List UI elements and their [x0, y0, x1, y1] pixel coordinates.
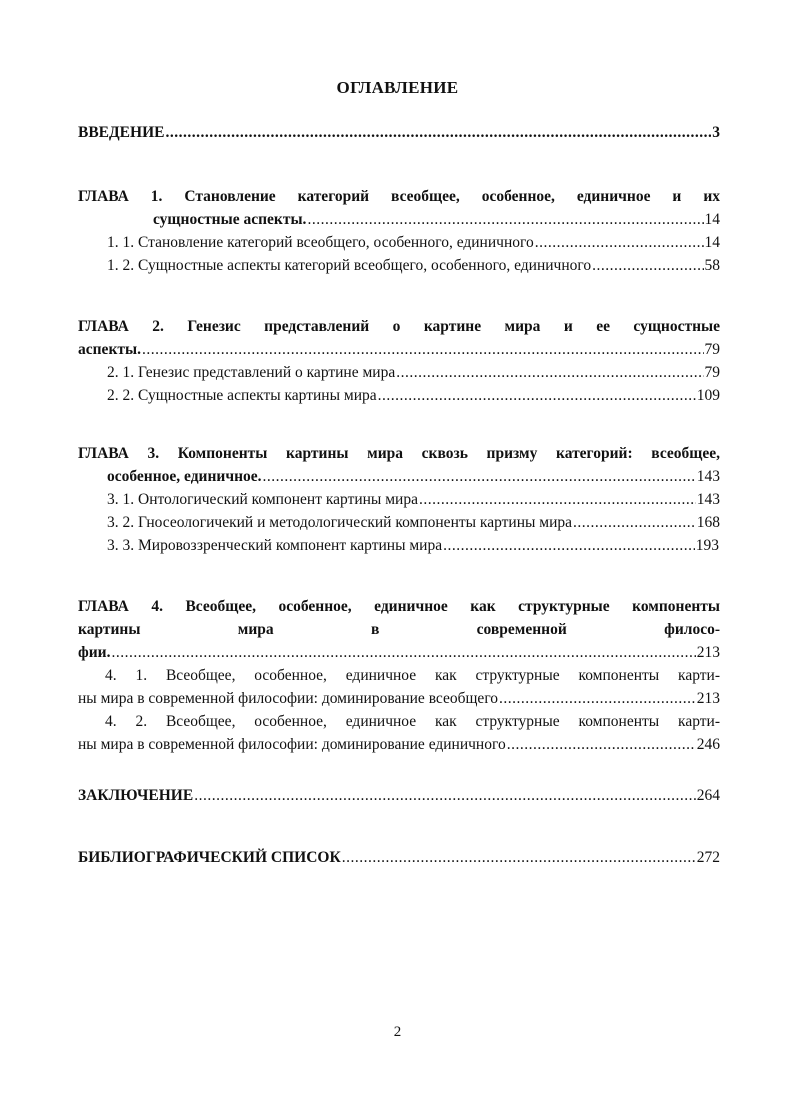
leader-dots [165, 121, 711, 144]
toc-intro [78, 121, 720, 144]
toc-entry-section [78, 733, 720, 756]
entry-label: аспекты. [78, 341, 141, 358]
leader-dots [342, 846, 696, 869]
toc-entry-section [78, 254, 720, 277]
entry-page: 14 [704, 234, 720, 251]
entry-label: 1. 1. Становление категорий всеобщего, особенного, единичного [107, 234, 534, 251]
leader-dots [396, 361, 703, 384]
leader-dots [194, 784, 696, 807]
toc-entry-section [78, 687, 720, 710]
entry-label: фии. [78, 644, 111, 661]
entry-page: 168 [696, 514, 720, 531]
chapter-heading-line: ГЛАВА 1. Становление категорий всеобщее, особенное, единичное и их [78, 188, 720, 205]
chapter-heading-line: ГЛАВА 3. Компоненты картины мира сквозь призму категорий: всеобщее, [78, 445, 720, 462]
toc-chapter-2 [78, 315, 720, 407]
chapter-heading-line: ГЛАВА 2. Генезис представлений о картине мира и ее сущностные [78, 318, 720, 335]
entry-page: 143 [696, 468, 720, 485]
entry-label: 2. 1. Генезис представлений о картине мира [107, 364, 396, 381]
leader-dots [419, 488, 696, 511]
entry-label: ВВЕДЕНИЕ [78, 124, 165, 141]
toc-chapter-3 [78, 442, 720, 557]
toc-entry-chapter-1 [78, 208, 720, 231]
leader-dots [592, 254, 703, 277]
leader-dots [535, 231, 704, 254]
toc-chapter-1 [78, 185, 720, 277]
toc-bibliography [78, 846, 720, 869]
entry-page: 213 [696, 644, 720, 661]
toc-entry-section [78, 534, 719, 557]
chapter-heading-line: картины мира в современной филосо- [78, 621, 720, 638]
section-heading-line: 4. 1. Всеобщее, особенное, единичное как структурные компоненты карти- [105, 667, 720, 684]
toc-entry-section [78, 384, 720, 407]
entry-label: ны мира в современной философии: доминирование единичного [78, 736, 506, 753]
leader-dots [307, 208, 703, 231]
leader-dots [573, 511, 696, 534]
entry-label: 3. 1. Онтологический компонент картины мира [107, 491, 418, 508]
entry-page: 3 [712, 124, 720, 141]
entry-page: 272 [696, 849, 720, 866]
leader-dots [443, 534, 695, 557]
entry-page: 246 [696, 736, 720, 753]
leader-dots [142, 338, 704, 361]
entry-page: 58 [704, 257, 720, 274]
page-number: 2 [393, 1024, 402, 1040]
entry-page: 193 [695, 537, 719, 554]
entry-label: 3. 3. Мировоззренческий компонент картины мира [107, 537, 443, 554]
leader-dots [507, 733, 696, 756]
toc-entry-section [78, 511, 720, 534]
entry-label: особенное, единичное. [107, 468, 262, 485]
toc-conclusion [78, 784, 720, 807]
entry-page: 79 [704, 364, 720, 381]
entry-label: 1. 2. Сущностные аспекты категорий всеобщего, особенного, единичного [107, 257, 592, 274]
entry-page: 79 [704, 341, 720, 358]
leader-dots [263, 465, 696, 488]
chapter-heading-line: ГЛАВА 4. Всеобщее, особенное, единичное как структурные компоненты [78, 598, 720, 615]
entry-page: 143 [696, 491, 720, 508]
entry-page: 109 [696, 387, 720, 404]
toc-entry-section [78, 231, 720, 254]
entry-page: 213 [696, 690, 720, 707]
entry-page: 14 [704, 211, 720, 228]
toc-entry-chapter-2 [78, 338, 720, 361]
entry-label: ны мира в современной философии: доминирование всеобщего [78, 690, 499, 707]
leader-dots [378, 384, 696, 407]
toc-entry-bibliography [78, 846, 720, 869]
entry-label: БИБЛИОГРАФИЧЕСКИЙ СПИСОК [78, 849, 341, 866]
toc-entry-section [78, 361, 720, 384]
toc-chapter-4 [78, 595, 720, 756]
leader-dots [499, 687, 696, 710]
entry-label: 2. 2. Сущностные аспекты картины мира [107, 387, 377, 404]
entry-label: 3. 2. Гносеологичекий и методологический компоненты картины мира [107, 514, 573, 531]
toc-entry-chapter-4 [78, 641, 720, 664]
toc-entry-section [78, 488, 720, 511]
toc-entry-intro [78, 121, 720, 144]
section-heading-line: 4. 2. Всеобщее, особенное, единичное как структурные компоненты карти- [105, 713, 720, 730]
toc-entry-conclusion [78, 784, 720, 807]
entry-page: 264 [696, 787, 720, 804]
entry-label: сущностные аспекты. [153, 211, 307, 228]
toc-entry-chapter-3 [78, 465, 720, 488]
toc-title: ОГЛАВЛЕНИЕ [336, 78, 459, 97]
leader-dots [111, 641, 695, 664]
entry-label: ЗАКЛЮЧЕНИЕ [78, 787, 194, 804]
